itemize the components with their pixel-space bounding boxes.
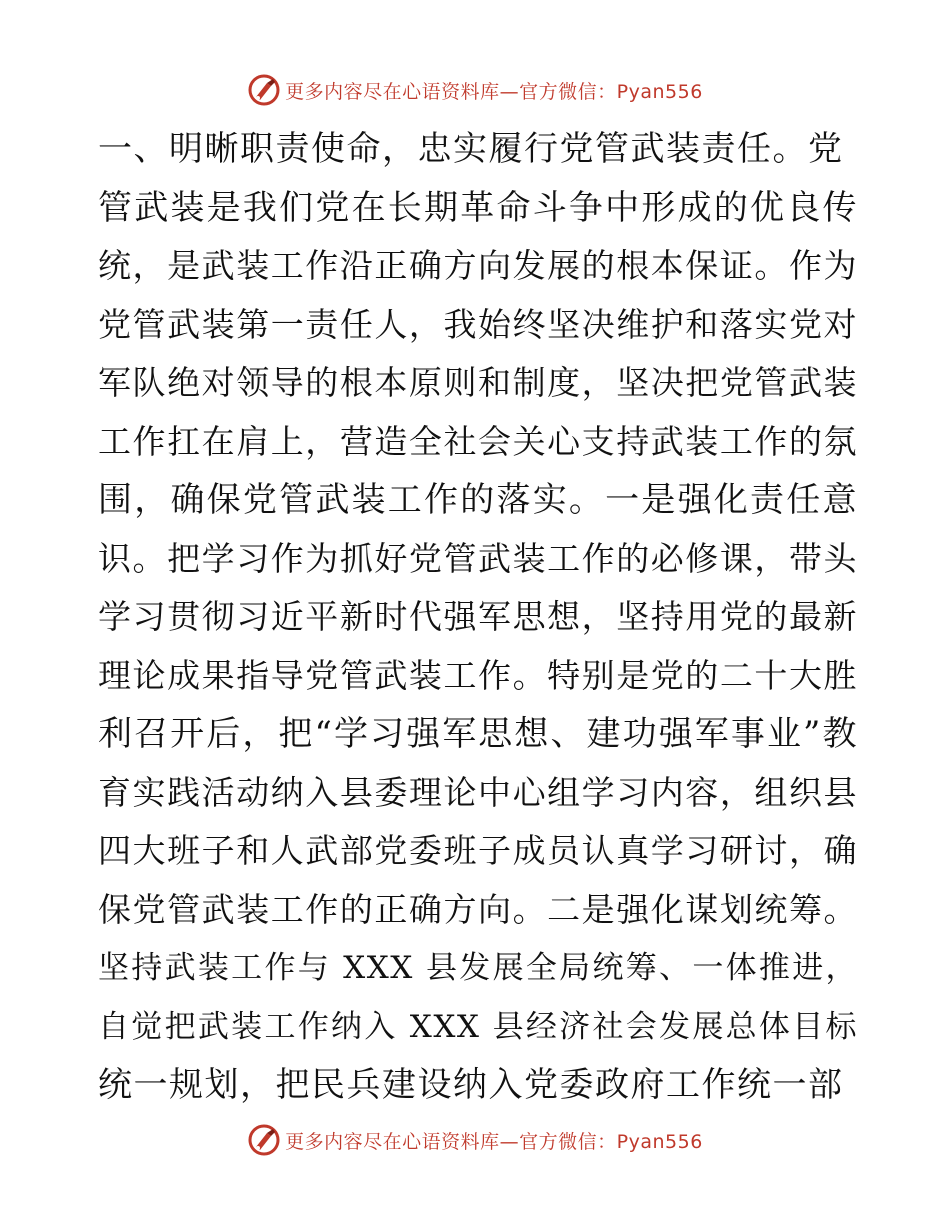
text-line: 坚持武装工作与 XXX 县发展全局统筹、一体推进， [98, 950, 858, 986]
text-line: 一、明晰职责使命，忠实履行党管武装责任。党 [98, 129, 844, 169]
text-line: 学习贯彻习近平新时代强军思想，坚持用党的最新 [98, 597, 858, 636]
watermark-text: 更多内容尽在心语资料库—官方微信：Pyan556 [285, 80, 703, 103]
logo-icon [247, 73, 281, 107]
text-line: 党管武装第一责任人，我始终坚决维护和落实党对 [98, 304, 858, 344]
text-line: 管武装是我们党在长期革命斗争中形成的优良传 [98, 187, 858, 228]
text-line: 识。把学习作为抓好党管武装工作的必修课，带头 [98, 538, 858, 578]
text-line: 军队绝对领导的根本原则和制度，坚决把党管武装 [98, 363, 858, 402]
header-watermark [0, 70, 950, 110]
text-line: 四大班子和人武部党委班子成员认真学习研讨，确 [98, 831, 858, 870]
text-line: 理论成果指导党管武装工作。特别是党的二十大胜 [98, 655, 858, 695]
text-line: 育实践活动纳入县委理论中心组学习内容，组织县 [98, 772, 858, 812]
text-line: 自觉把武装工作纳入 XXX 县经济社会发展总体目标 [98, 1008, 858, 1045]
text-line: 围，确保党管武装工作的落实。一是强化责任意 [98, 480, 858, 520]
footer-watermark [0, 1120, 950, 1160]
watermark-text: 更多内容尽在心语资料库—官方微信：Pyan556 [285, 1130, 703, 1153]
text-line: 工作扛在肩上，营造全社会关心支持武装工作的氛 [98, 421, 858, 461]
text-line: 利召开后，把“学习强军思想、建功强军事业”教 [98, 714, 858, 754]
text-line: 统，是武装工作沿正确方向发展的根本保证。作为 [98, 246, 858, 285]
document-body [98, 120, 858, 1115]
logo-icon [247, 1123, 281, 1157]
text-line: 统一规划，把民兵建设纳入党委政府工作统一部 [98, 1065, 844, 1105]
text-line: 保党管武装工作的正确方向。二是强化谋划统筹。 [98, 889, 858, 929]
